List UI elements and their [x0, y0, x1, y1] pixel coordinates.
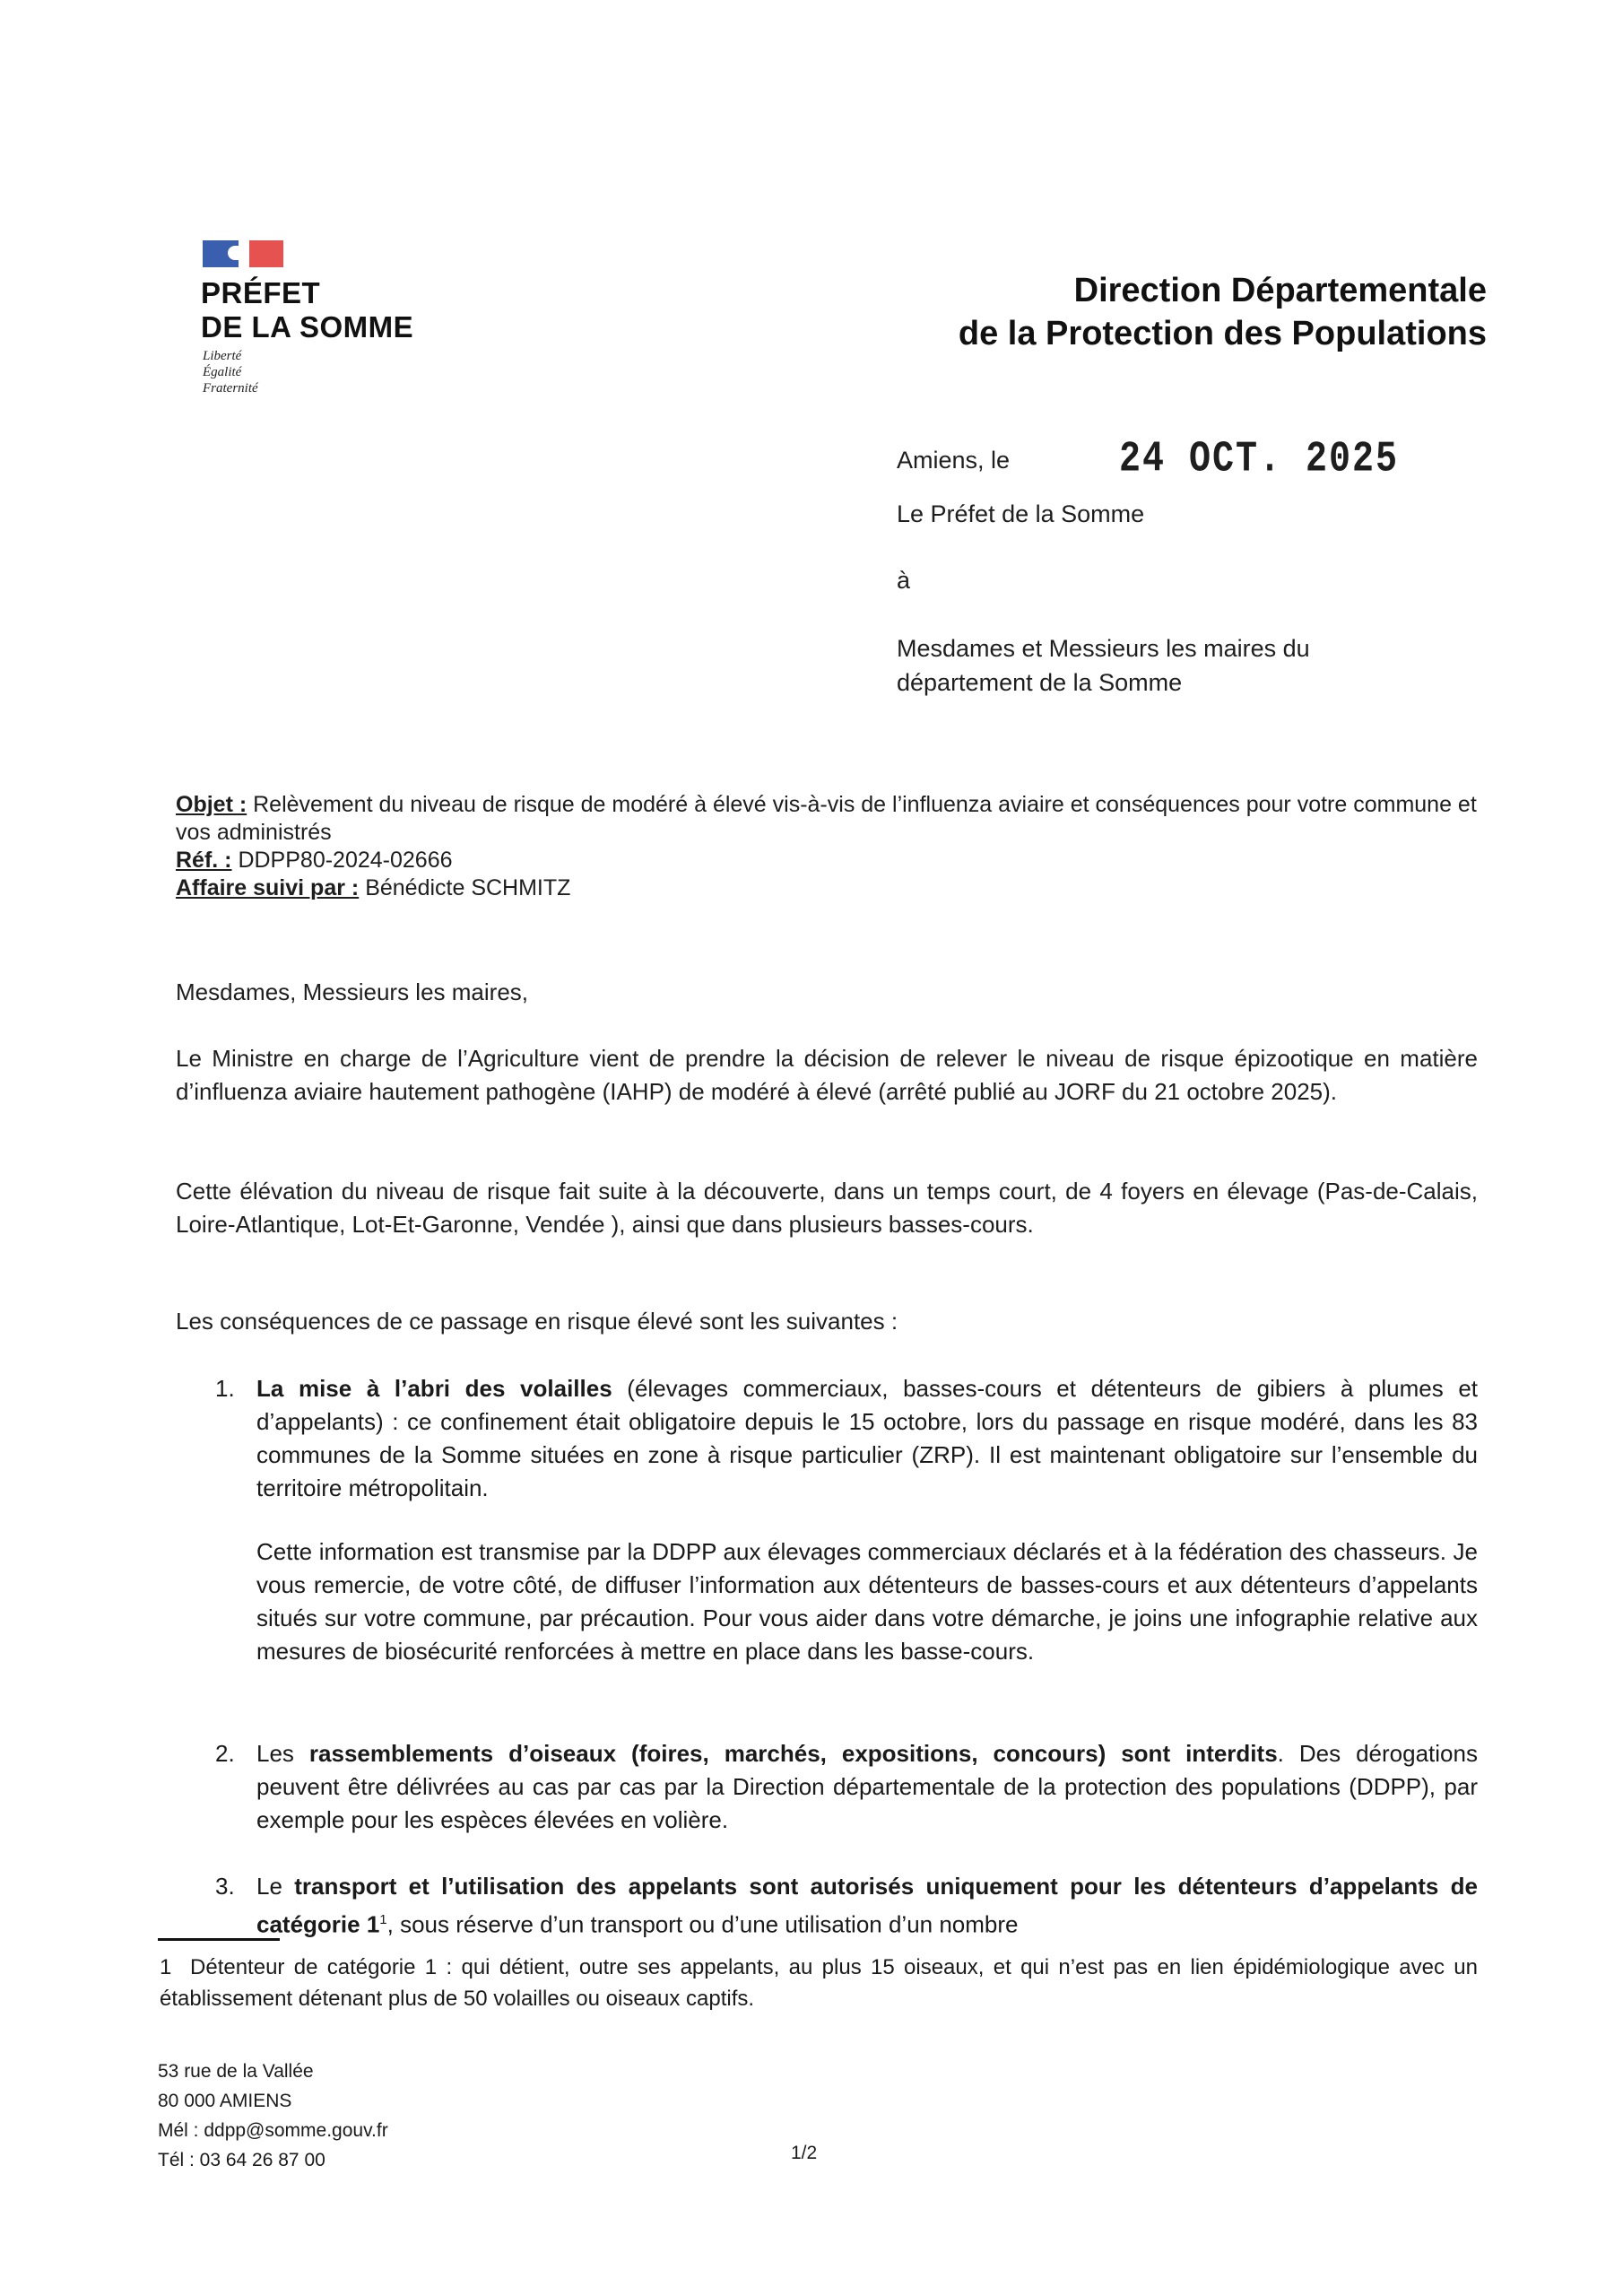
list-text: (élevages commerciaux, basses-cours et détenteurs de gibiers à plumes et d’appelants) : ce confinement était obligatoire depuis le 15 octobre, lors du passage en risque modéré, dans les 83 communes de la Somme situées en zone à risque particulier (ZRP). Il est maintenant obligatoire sur l’ensemble du territoire métropolitain. — [256, 1375, 1479, 1501]
objet-text: Relèvement du niveau de risque de modéré à élevé vis-à-vis de l’influenza aviaire et conséquences pour votre commune et vos administrés — [176, 792, 1477, 845]
department-title-line2: de la Protection des Populations — [958, 315, 1487, 352]
republic-motto — [203, 348, 258, 396]
list-bold: La mise à l’abri des volailles — [256, 1375, 612, 1402]
address-street: 53 rue de la Vallée — [158, 2061, 314, 2082]
sender: Le Préfet de la Somme — [897, 500, 1145, 527]
ref-line — [176, 847, 1478, 874]
motto-egalite: Égalité — [203, 365, 242, 379]
footnote-divider — [158, 1938, 280, 1941]
prefecture-title — [201, 276, 413, 344]
objet-line — [176, 791, 1478, 847]
footer-address — [158, 2057, 388, 2175]
affaire-line — [176, 874, 1478, 902]
list-bold: transport et l’utilisation des appelants sont autorisés uniquement pour les détenteurs d’appelants de catégorie 1 — [256, 1873, 1478, 1938]
ref-label: Réf. : — [176, 848, 232, 873]
department-title — [959, 269, 1487, 355]
footnote-ref[interactable]: 1 — [379, 1912, 387, 1927]
salutation: Mesdames, Messieurs les maires, — [176, 978, 528, 1005]
list-number: 1. — [215, 1375, 235, 1402]
footnote-text: Détenteur de catégorie 1 : qui détient, outre ses appelants, au plus 15 oiseaux, et qui n’est pas en lien épidémiologique avec un établissement détenant plus de 50 volailles ou oiseaux captifs. — [160, 1955, 1479, 2011]
affaire-text: Bénédicte SCHMITZ — [365, 875, 571, 900]
footnote-number: 1 — [160, 1955, 172, 1979]
footer-phone: Tél : 03 64 26 87 00 — [158, 2150, 325, 2170]
footnote — [160, 1952, 1478, 2014]
prefecture-title-line1: PRÉFET — [201, 276, 321, 309]
to-label: à — [897, 567, 911, 594]
list-text: , sous réserve d’un transport ou d’une utilisation d’un nombre — [386, 1910, 1019, 1938]
motto-fraternite: Fraternité — [203, 381, 258, 396]
dateline-place: Amiens, le — [897, 447, 1011, 474]
list-number: 2. — [215, 1740, 235, 1767]
list-item-1 — [215, 1372, 1478, 1668]
affaire-label: Affaire suivi par : — [176, 875, 360, 900]
marianne-flag-icon — [203, 240, 283, 269]
list-body — [256, 1737, 1478, 1837]
recipient-line2: département de la Somme — [897, 669, 1183, 696]
list-item-2 — [215, 1737, 1478, 1837]
prefecture-title-line2: DE LA SOMME — [201, 310, 414, 344]
address-city: 80 000 AMIENS — [158, 2091, 292, 2111]
letter-meta — [176, 791, 1478, 902]
department-title-line1: Direction Départementale — [1073, 272, 1487, 309]
date-stamp: 24 OCT. 2025 — [1119, 436, 1400, 484]
paragraph-2: Cette élévation du niveau de risque fait suite à la découverte, dans un temps court, de 4 foyers en élevage (Pas-de-Calais, Loire-Atlantique, Lot-Et-Garonne, Vendée ), ainsi que dans plusieurs basses-cours. — [176, 1178, 1478, 1238]
list-sub-paragraph: Cette information est transmise par la DDPP aux élevages commerciaux déclarés et à la fédération des chasseurs. Je vous remercie, de votre côté, de diffuser l’information aux détenteurs de basses-cours et aux détenteurs d’appelants situés sur votre commune, par précaution. Pour vous aider dans votre démarche, je joins une infographie relative aux mesures de biosécurité renforcées à mettre en place dans les basse-cours. — [256, 1538, 1478, 1665]
marianne-profile — [228, 246, 240, 260]
ref-text: DDPP80-2024-02666 — [238, 848, 453, 873]
list-prefix: Les — [256, 1740, 309, 1767]
flag-red-block — [249, 240, 283, 267]
list-number: 3. — [215, 1873, 235, 1900]
list-body — [256, 1372, 1478, 1505]
list-prefix: Le — [256, 1873, 295, 1900]
motto-liberte: Liberté — [203, 349, 242, 363]
recipient-line1: Mesdames et Messieurs les maires du — [897, 635, 1310, 662]
list-item-3 — [215, 1870, 1478, 1942]
paragraph-3: Les conséquences de ce passage en risque élevé sont les suivantes : — [176, 1308, 898, 1335]
page-number: 1/2 — [791, 2143, 818, 2163]
list-text: . Des dérogations peuvent être délivrées au cas par cas par la Direction départementale de la protection des populations (DDPP), par exemple pour les espèces élevées en volière. — [256, 1740, 1478, 1833]
list-body — [256, 1870, 1478, 1942]
paragraph-1: Le Ministre en charge de l’Agriculture vient de prendre la décision de relever le niveau de risque épizootique en matière d’influenza aviaire hautement pathogène (IAHP) de modéré à élevé (arrêté publié au JORF du 21 octobre 2025). — [176, 1045, 1478, 1105]
objet-label: Objet : — [176, 792, 247, 817]
footer-email[interactable]: Mél : ddpp@somme.gouv.fr — [158, 2120, 388, 2141]
list-bold: rassemblements d’oiseaux (foires, marchés, expositions, concours) sont interdits — [308, 1740, 1278, 1767]
